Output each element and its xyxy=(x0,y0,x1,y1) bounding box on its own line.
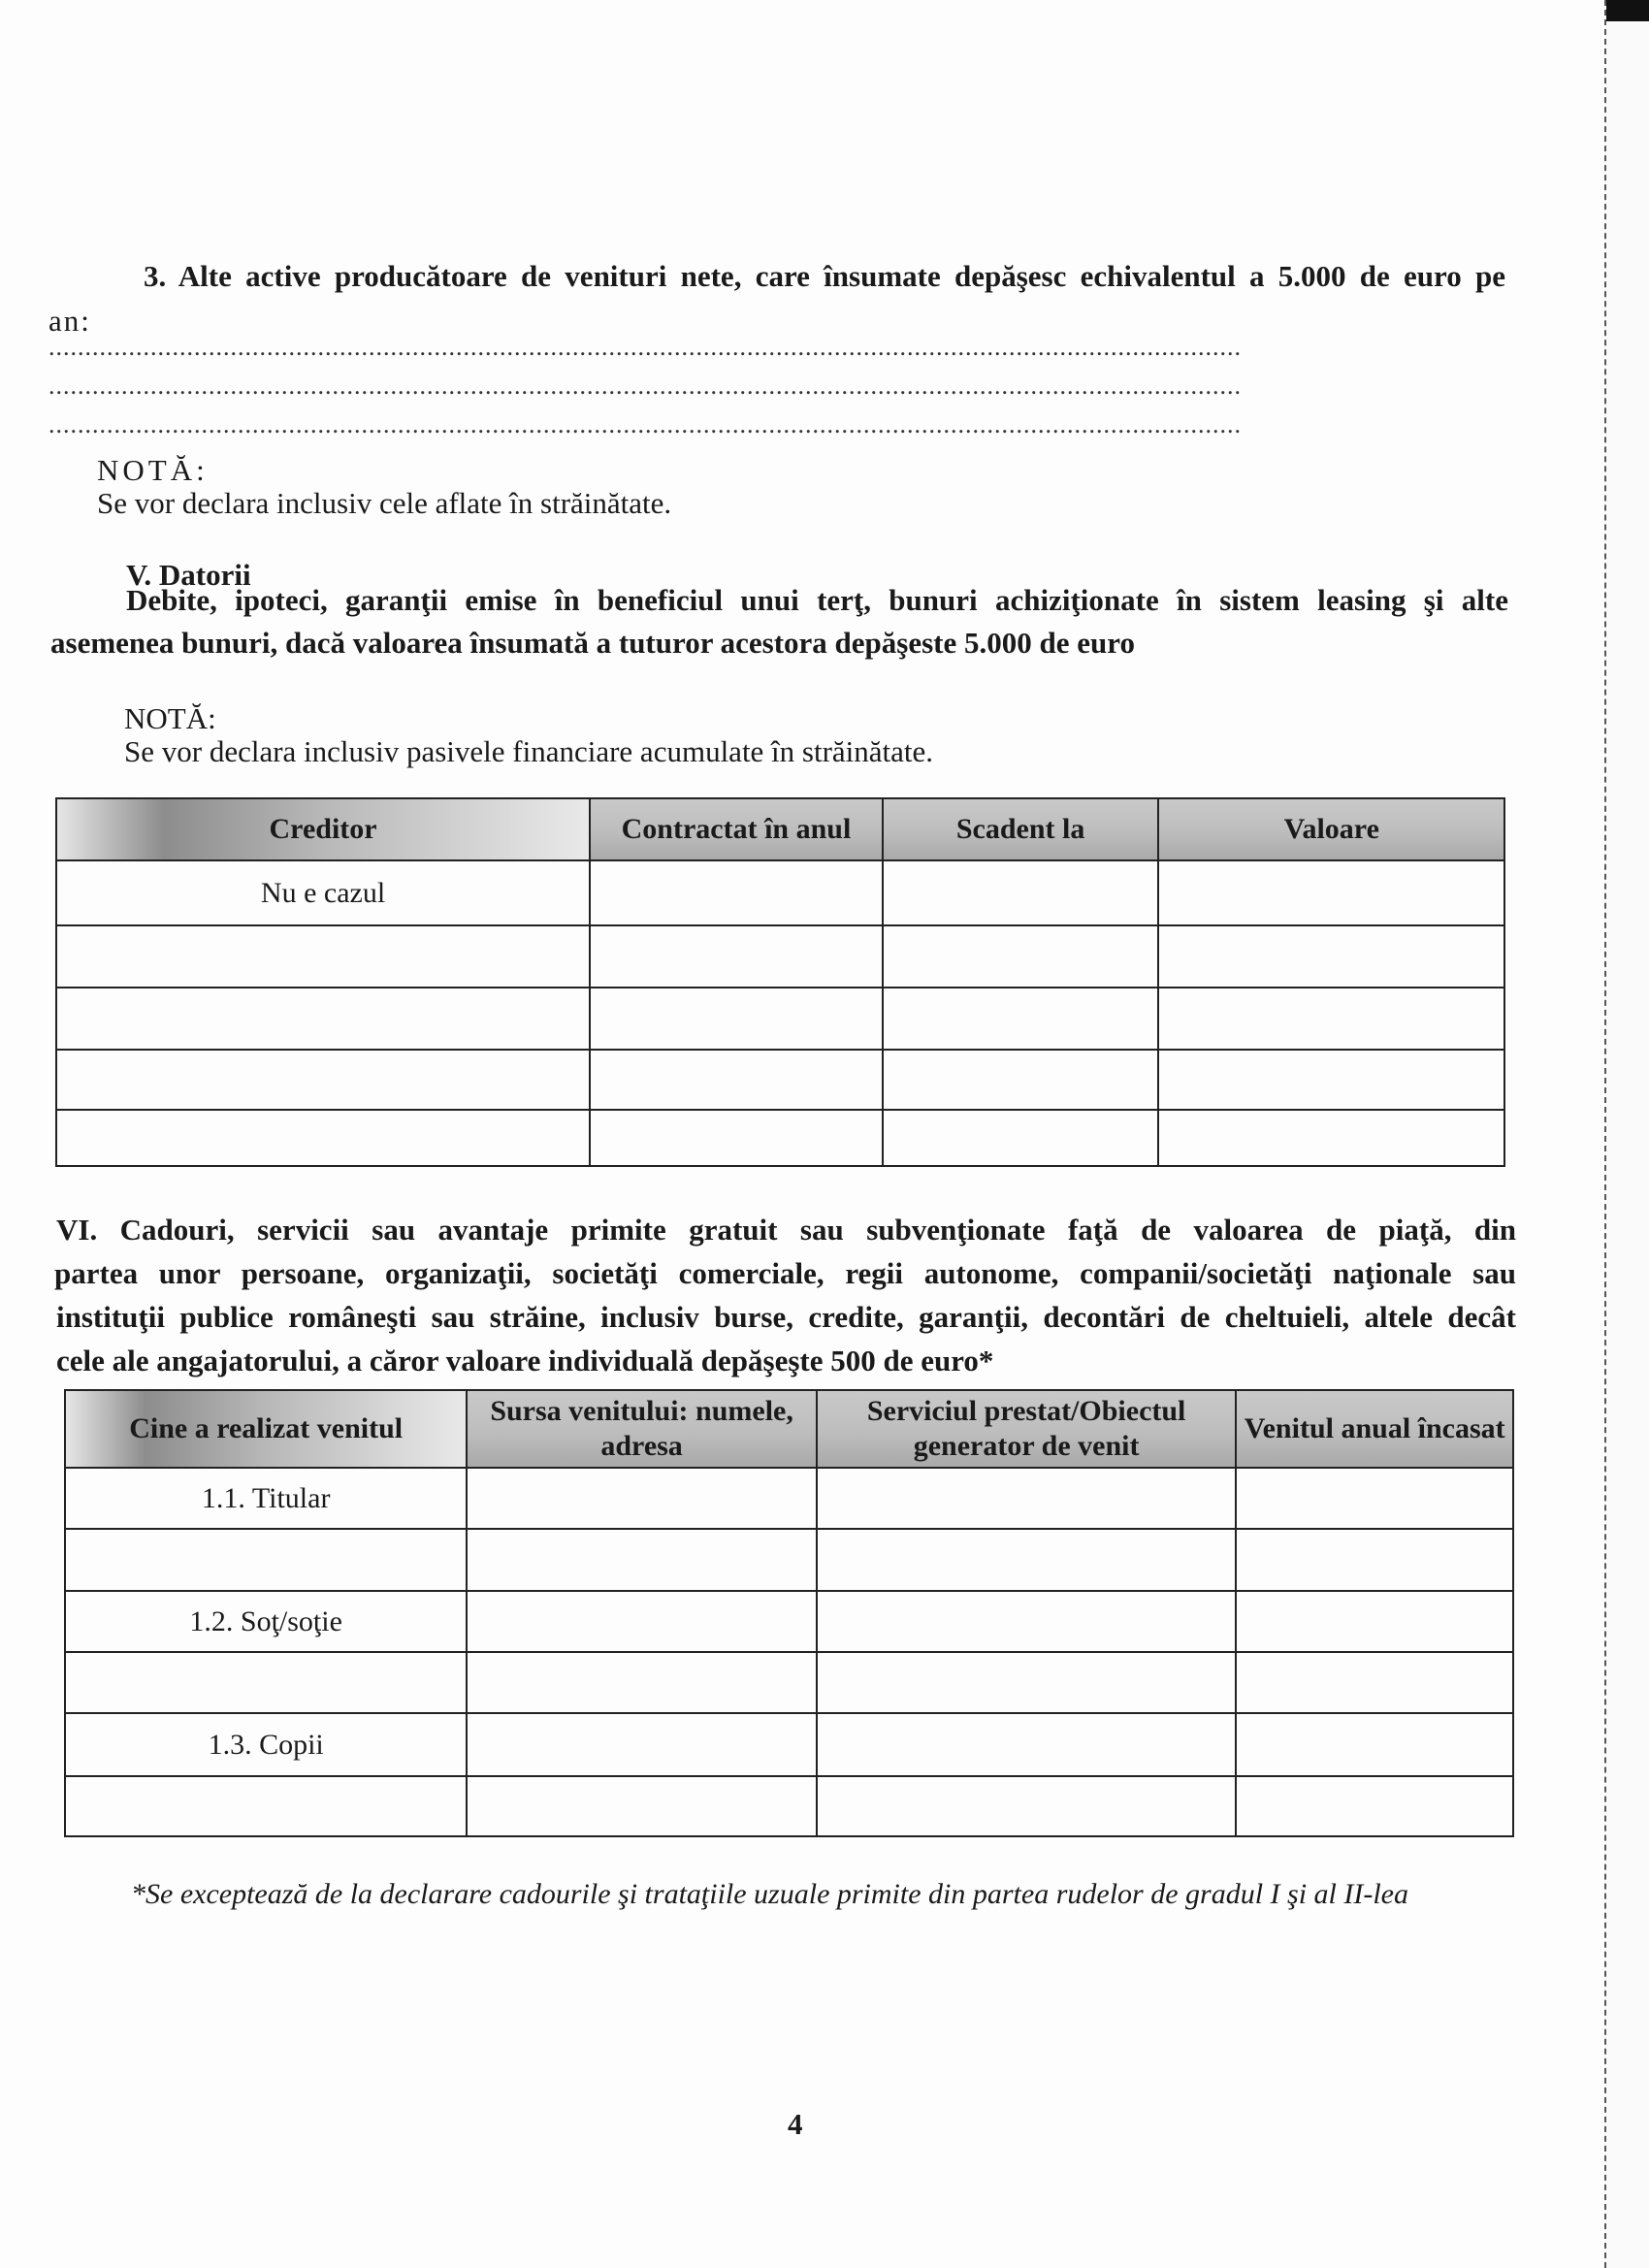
section5-note-text: Se vor declara inclusiv pasivele financiare acumulate în străinătate. xyxy=(124,734,934,768)
table-cell xyxy=(467,1529,817,1591)
table-cell xyxy=(590,1110,883,1166)
section3-note-text: Se vor declara inclusiv cele aflate în străinătate. xyxy=(97,486,672,520)
table-cell xyxy=(817,1591,1237,1652)
gifts-col-service: Serviciul prestat/Obiectul generator de venit xyxy=(817,1390,1237,1468)
section5-note-label: NOTĂ: xyxy=(124,701,216,735)
table-cell xyxy=(817,1652,1237,1713)
table-cell: 1.2. Soţ/soţie xyxy=(65,1591,467,1652)
table-cell xyxy=(817,1468,1237,1529)
table-row xyxy=(56,1050,1504,1110)
debts-col-due: Scadent la xyxy=(883,798,1159,860)
table-cell xyxy=(56,1050,590,1110)
table-cell xyxy=(1236,1713,1513,1776)
table-row xyxy=(65,1468,1513,1529)
table-cell xyxy=(817,1713,1237,1776)
section5-line2: asemenea bunuri, dacă valoarea însumată a tuturor acestora depăşeste 5.000 de euro xyxy=(50,626,1135,660)
dotted-line-1: .................................................................................................................................................................... xyxy=(48,333,1242,361)
section6-line3: instituţii publice româneşti sau străine, inclusiv burse, credite, garanţii, decontări de cheltuieli, altele decât xyxy=(56,1300,1516,1334)
table-cell xyxy=(1158,860,1504,925)
table-cell xyxy=(883,988,1159,1050)
table-cell xyxy=(1158,1050,1504,1110)
table-cell xyxy=(65,1529,467,1591)
table-row xyxy=(65,1713,1513,1776)
gifts-table xyxy=(64,1389,1514,1837)
table-cell xyxy=(56,1110,590,1166)
table-cell xyxy=(1158,925,1504,988)
table-cell xyxy=(65,1776,467,1836)
table-cell xyxy=(817,1776,1237,1836)
table-cell xyxy=(590,1050,883,1110)
table-cell: 1.1. Titular xyxy=(65,1468,467,1529)
table-row xyxy=(56,860,1504,925)
debts-col-year: Contractat în anul xyxy=(590,798,883,860)
section5-title: V. Datorii xyxy=(126,558,251,592)
table-cell xyxy=(883,1050,1159,1110)
section5-line1-wrap xyxy=(126,578,1508,622)
table-cell: Nu e cazul xyxy=(56,860,590,925)
table-cell xyxy=(467,1652,817,1713)
table-cell xyxy=(883,1110,1159,1166)
section3-heading-cont: an: xyxy=(48,304,91,338)
table-cell xyxy=(1158,988,1504,1050)
table-row xyxy=(65,1652,1513,1713)
table-cell xyxy=(883,860,1159,925)
debts-col-creditor: Creditor xyxy=(56,798,590,860)
gifts-col-source: Sursa venitului: numele, adresa xyxy=(467,1390,817,1468)
table-cell xyxy=(467,1713,817,1776)
table-cell xyxy=(467,1776,817,1836)
table-cell xyxy=(590,988,883,1050)
section3-heading xyxy=(144,254,1505,298)
table-cell xyxy=(467,1591,817,1652)
table-row xyxy=(65,1529,1513,1591)
debts-col-value: Valoare xyxy=(1158,798,1504,860)
table-cell xyxy=(467,1468,817,1529)
table-cell xyxy=(817,1529,1237,1591)
table-row xyxy=(56,925,1504,988)
table-cell xyxy=(1236,1591,1513,1652)
table-cell xyxy=(56,925,590,988)
scan-edge xyxy=(1604,0,1649,2268)
debts-table xyxy=(55,797,1505,1167)
dotted-line-2: .................................................................................................................................................................... xyxy=(48,372,1242,400)
section6-line4: cele ale angajatorului, a căror valoare individuală depăşeşte 500 de euro* xyxy=(56,1344,994,1377)
table-cell xyxy=(1236,1776,1513,1836)
section6-line1: VI. Cadouri, servicii sau avantaje primite gratuit sau subvenţionate faţă de valoarea de piaţă, din xyxy=(56,1213,1516,1247)
table-cell xyxy=(590,925,883,988)
table-cell xyxy=(883,925,1159,988)
scan-corner-mark xyxy=(1606,0,1649,21)
table-cell xyxy=(590,860,883,925)
table-cell xyxy=(1158,1110,1504,1166)
table-cell xyxy=(56,988,590,1050)
table-cell xyxy=(1236,1468,1513,1529)
gifts-col-income: Venitul anual încasat xyxy=(1236,1390,1513,1468)
debts-table-header xyxy=(56,798,1504,860)
page-number: 4 xyxy=(788,2107,803,2141)
gifts-table-header xyxy=(65,1390,1513,1468)
table-cell xyxy=(1236,1652,1513,1713)
dotted-line-3: .................................................................................................................................................................... xyxy=(48,410,1242,438)
section5-line1: Debite, ipoteci, garanţii emise în beneficiul unui terţ, bunuri achiziţionate în sistem leasing şi alte xyxy=(126,583,1508,617)
table-cell: 1.3. Copii xyxy=(65,1713,467,1776)
section6-line2: partea unor persoane, organizaţii, societăţi comerciale, regii autonome, companii/societăţi naţionale sau xyxy=(54,1256,1516,1290)
table-row xyxy=(56,988,1504,1050)
section6-text xyxy=(56,1208,1516,1382)
table-row xyxy=(56,1110,1504,1166)
table-cell xyxy=(65,1652,467,1713)
table-row xyxy=(65,1776,1513,1836)
gifts-col-who: Cine a realizat venitul xyxy=(65,1390,467,1468)
section3-note-label: NOTĂ: xyxy=(97,453,209,487)
table-row xyxy=(65,1591,1513,1652)
footnote: *Se exceptează de la declarare cadourile şi trataţiile uzuale primite din partea rudelor de gradul I şi al II-lea xyxy=(131,1878,1408,1910)
section3-heading-text: 3. Alte active producătoare de venituri nete, care însumate depăşesc echivalentul a 5.000 de euro pe xyxy=(144,259,1505,293)
table-cell xyxy=(1236,1529,1513,1591)
